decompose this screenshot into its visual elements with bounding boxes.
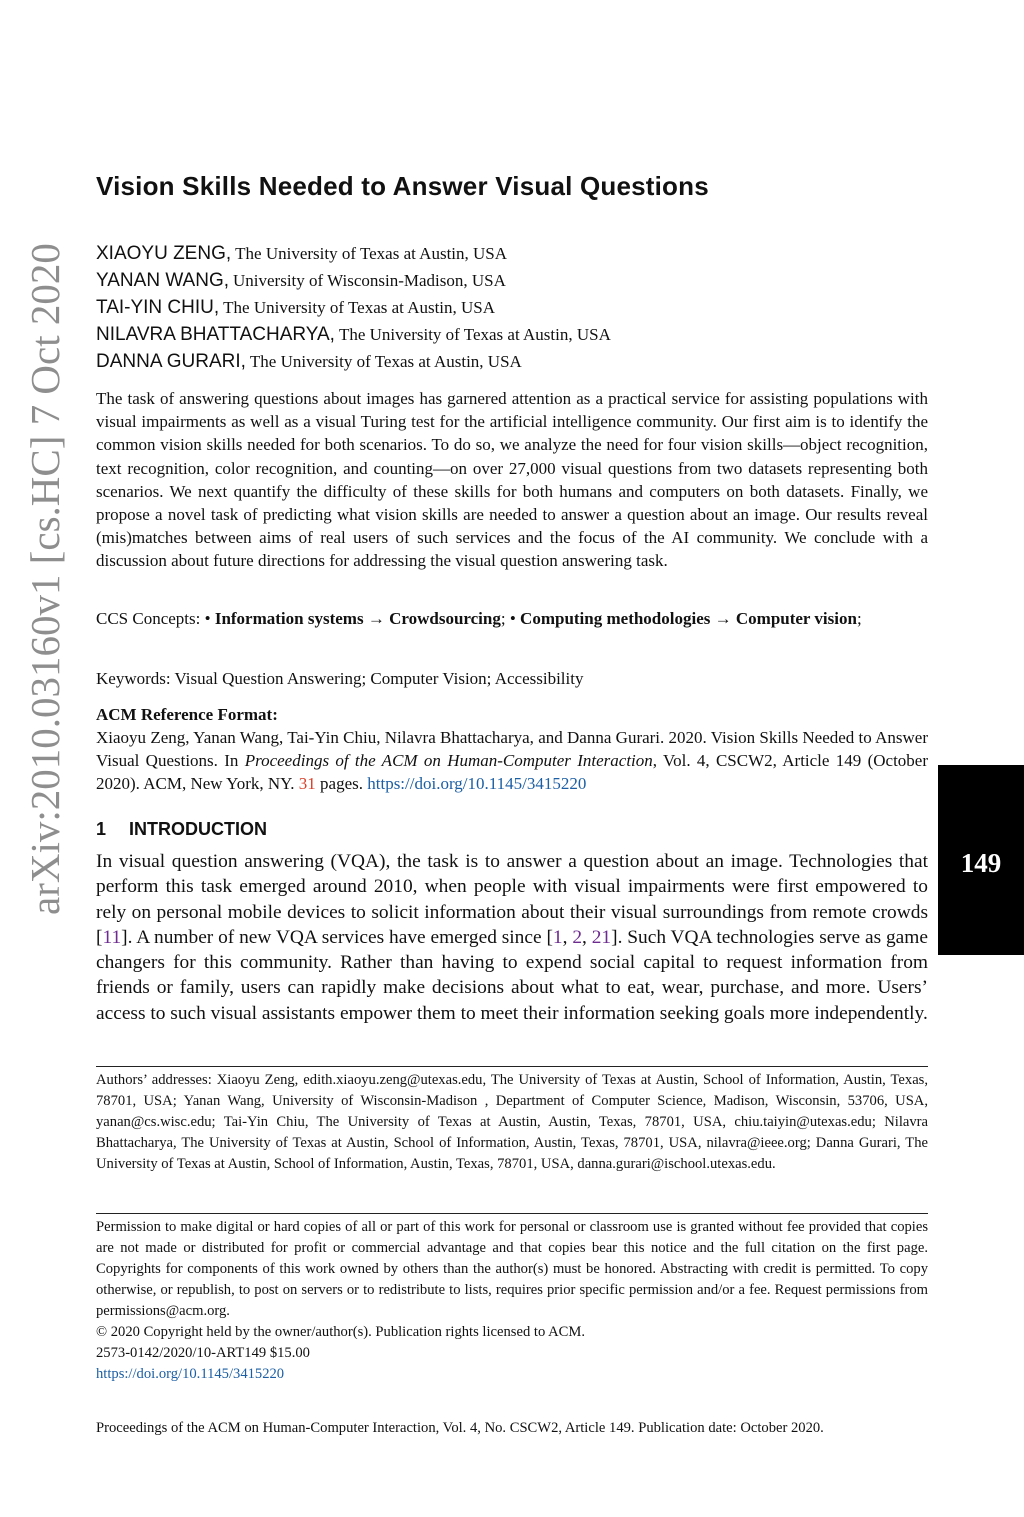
doi-link[interactable]: https://doi.org/10.1145/3415220 [367,774,587,793]
intro-text: , [582,926,592,948]
author-list [96,240,611,375]
reference-text: Xiaoyu Zeng, Yanan Wang, Tai-Yin Chiu, Nilavra Bhattacharya, and Danna Gurari. 2020. Vision Skills Needed to Answer Visual Questions. In [96,728,928,770]
author-entry [96,321,611,348]
footnote-divider [96,1066,928,1067]
acm-reference-heading: ACM Reference Format: [96,705,278,724]
permission-text: Permission to make digital or hard copies of all or part of this work for personal or classroom use is granted without fee provided that copies are not made or distributed for profit or commercial advantage and that copies bear this notice and the full citation on the first page. Copyrights for components of this work owned by others than the author(s) must be honored. Abstracting with credit is permitted. To copy otherwise, or republish, to post on servers or to redistribute to lists, requires prior specific permission and/or a fee. Request permissions from permissions@acm.org. [96,1219,928,1319]
copyright-notice: © 2020 Copyright held by the owner/author(s). Publication rights licensed to ACM. [96,1324,585,1340]
ccs-bullet: • [204,609,215,628]
author-entry [96,294,611,321]
author-entry [96,240,611,267]
ccs-term: Computing methodologies [520,609,711,628]
footnote-divider [96,1213,928,1214]
author-name: NILAVRA BHATTACHARYA, [96,324,335,345]
paper-title: Vision Skills Needed to Answer Visual Questions [96,171,709,201]
ccs-label: CCS Concepts: [96,609,205,628]
author-affiliation: The University of Texas at Austin, USA [338,325,611,344]
arxiv-stamp: arXiv:2010.03160v1 [cs.HC] 7 Oct 2020 [22,243,68,915]
ccs-end: ; [856,609,862,628]
author-name: XIAOYU ZENG, [96,243,232,264]
ccs-term: Information systems [214,609,364,628]
intro-text: , [562,926,573,948]
section-title: INTRODUCTION [129,819,267,839]
ccs-concepts [96,607,928,630]
author-entry [96,348,611,375]
author-affiliation: University of Wisconsin-Madison, USA [233,271,506,290]
author-affiliation: The University of Texas at Austin, USA [249,352,522,371]
author-addresses: Authors’ addresses: Xiaoyu Zeng, edith.xiaoyu.zeng@utexas.edu, The University of Texas at Austin, School of Information, Austin, Texas, 78701, USA; Yanan Wang, University of Wisconsin-Madison , Department of Computer Science, Madison, Wisconsin, 53706, USA, yanan@cs.wisc.edu; Tai-Yin Chiu, The University of Texas at Austin, Austin, Texas, 78701, USA, chiu.taiyin@utexas.edu; Nilavra Bhattacharya, The University of Texas at Austin, School of Information, Austin, Texas, 78701, USA, nilavra@ieee.org; Danna Gurari, The University of Texas at Austin, School of Information, Austin, Texas, 78701, USA, danna.gurari@ischool.utexas.edu. [96,1072,928,1172]
intro-text: ]. A number of new VQA services have emerged since [ [121,926,553,948]
citation-link[interactable]: 11 [102,926,122,948]
citation-link[interactable]: 21 [591,926,612,948]
article-number: 149 [960,848,1002,878]
intro-text: In visual question answering (VQA), the task is to answer a question about an image. Technologies that perform this task emerged around 2010, when people with visual impairments were first empowered to rely on personal mobile devices to solicit information about their visual surroundings from remote crowds [ [96,851,928,948]
section-number: 1 [96,819,107,839]
issn-price: 2573-0142/2020/10-ART149 $15.00 [96,1345,310,1361]
ccs-bullet: • [509,609,521,628]
ccs-arrow: → [363,609,390,628]
author-name: YANAN WANG, [96,270,230,291]
reference-text: , Vol. 4, CSCW2, Article 149 (October 2020). ACM, New York, NY. [96,751,928,793]
article-number-tab [938,765,1024,955]
section-heading [96,819,267,840]
abstract: The task of answering questions about images has garnered attention as a practical service for assisting populations with visual impairments as well as a visual Turing test for the artificial intelligence community. Our first aim is to identify the common vision skills needed for both scenarios. To do so, we analyze the need for four vision skills—object recognition, text recognition, color recognition, and counting—on over 27,000 visual questions from two datasets representing both scenarios. We next quantify the difficulty of these skills for both humans and computers on both datasets. Finally, we propose a novel task of predicting what vision skills are needed to answer a question about an image. Our results reveal (mis)matches between aims of real users of such services and the focus of the AI community. We conclude with a discussion about future directions for addressing the visual question answering task. [96,389,928,571]
acm-reference-text [96,726,928,795]
author-affiliation: The University of Texas at Austin, USA [235,244,508,263]
acm-reference [96,703,928,795]
author-entry [96,267,611,294]
doi-link[interactable]: https://doi.org/10.1145/3415220 [96,1366,285,1382]
permission-block [96,1217,928,1385]
author-name: DANNA GURARI, [96,351,246,372]
author-affiliation: The University of Texas at Austin, USA [223,298,496,317]
reference-venue: Proceedings of the ACM on Human-Computer Interaction [244,751,653,770]
intro-paragraph [96,849,928,1026]
ccs-term: Computer vision [735,609,857,628]
citation-link[interactable]: 1 [552,926,563,948]
keywords: Keywords: Visual Question Answering; Computer Vision; Accessibility [96,669,584,688]
ccs-arrow: → [710,609,736,628]
author-name: TAI-YIN CHIU, [96,297,220,318]
page-footer: Proceedings of the ACM on Human-Computer Interaction, Vol. 4, No. CSCW2, Article 149. Publication date: October 2020. [96,1420,824,1436]
reference-text: pages. [315,774,368,793]
page-count-link[interactable]: 31 [298,774,316,793]
ccs-term: Crowdsourcing [389,609,501,628]
intro-text: ]. Such VQA technologies serve as game changers for this community. Rather than having to expend social capital to request information from friends or family, users can rapidly make decisions about what to eat, wear, purchase, and more. Users’ access to such visual assistants empower them to meet their information seeking goals more independently. [96,926,928,1024]
ccs-separator: ; [500,609,510,628]
citation-link[interactable]: 2 [572,926,583,948]
